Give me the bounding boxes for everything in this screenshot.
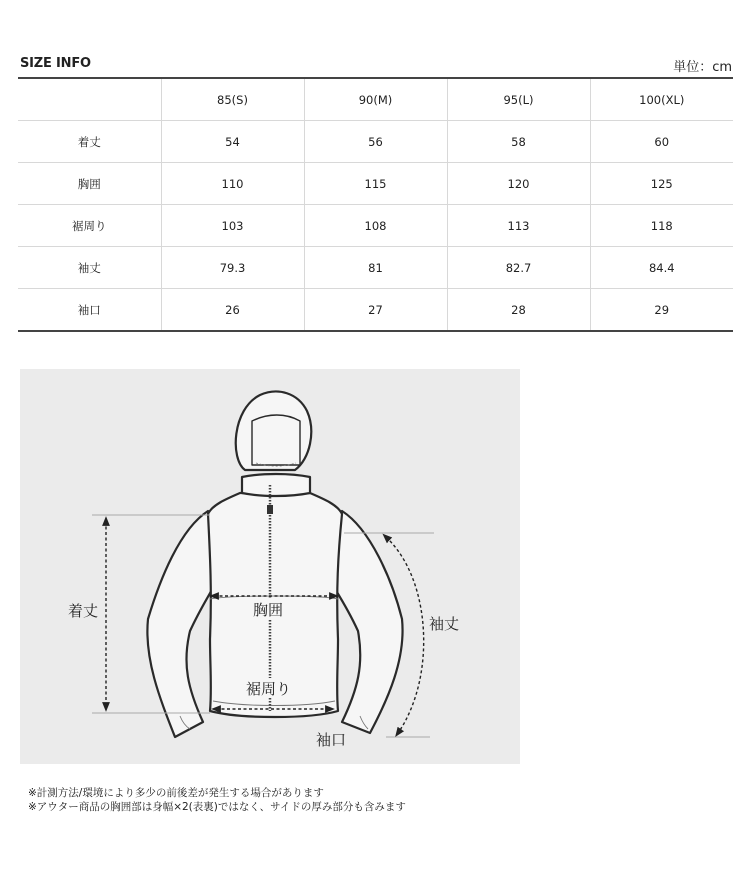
table-cell: 108 (304, 205, 447, 247)
hem-label: 裾周り (246, 680, 292, 698)
table-cell: 29 (590, 289, 733, 332)
table-header-row (18, 78, 733, 121)
header-cell-size: 90(M) (304, 78, 447, 121)
table-row (18, 289, 733, 332)
table-cell: 113 (447, 205, 590, 247)
header-cell-label (18, 78, 161, 121)
table-row (18, 121, 733, 163)
hood-inner (252, 415, 300, 465)
table-row (18, 247, 733, 289)
table-cell: 27 (304, 289, 447, 332)
size-notes (28, 786, 406, 814)
row-label: 袖丈 (18, 247, 161, 289)
table-row (18, 205, 733, 247)
collar (242, 474, 310, 496)
chest-label: 胸囲 (253, 601, 284, 619)
length-label: 着丈 (68, 602, 99, 620)
row-label: 着丈 (18, 121, 161, 163)
table-cell: 58 (447, 121, 590, 163)
left-sleeve (147, 511, 215, 737)
table-cell: 125 (590, 163, 733, 205)
cuff-label: 袖口 (316, 731, 347, 749)
table-cell: 115 (304, 163, 447, 205)
table-cell: 118 (590, 205, 733, 247)
jacket-illustration (20, 369, 520, 764)
right-sleeve (332, 511, 403, 733)
table-cell: 110 (161, 163, 304, 205)
sleeve-label: 袖丈 (429, 615, 460, 633)
table-cell: 54 (161, 121, 304, 163)
table-cell: 84.4 (590, 247, 733, 289)
table-cell: 81 (304, 247, 447, 289)
note-line: ※計測方法/環境により多少の前後差が発生する場合があります (28, 787, 324, 799)
table-cell: 56 (304, 121, 447, 163)
table-cell: 26 (161, 289, 304, 332)
table-cell: 82.7 (447, 247, 590, 289)
note-line: ※アウター商品の胸囲部は身幅×2(表裏)ではなく、サイドの厚み部分も含みます (28, 801, 406, 813)
row-label: 裾周り (18, 205, 161, 247)
header-cell-size: 95(L) (447, 78, 590, 121)
table-cell: 60 (590, 121, 733, 163)
unit-label: 単位：cm (673, 60, 732, 75)
size-table (18, 77, 733, 332)
table-cell: 103 (161, 205, 304, 247)
header-cell-size: 85(S) (161, 78, 304, 121)
row-label: 胸囲 (18, 163, 161, 205)
measurement-diagram (20, 369, 520, 764)
header-cell-size: 100(XL) (590, 78, 733, 121)
table-cell: 28 (447, 289, 590, 332)
section-title: SIZE INFO (20, 56, 91, 71)
row-label: 袖口 (18, 289, 161, 332)
table-cell: 79.3 (161, 247, 304, 289)
table-cell: 120 (447, 163, 590, 205)
table-row (18, 163, 733, 205)
